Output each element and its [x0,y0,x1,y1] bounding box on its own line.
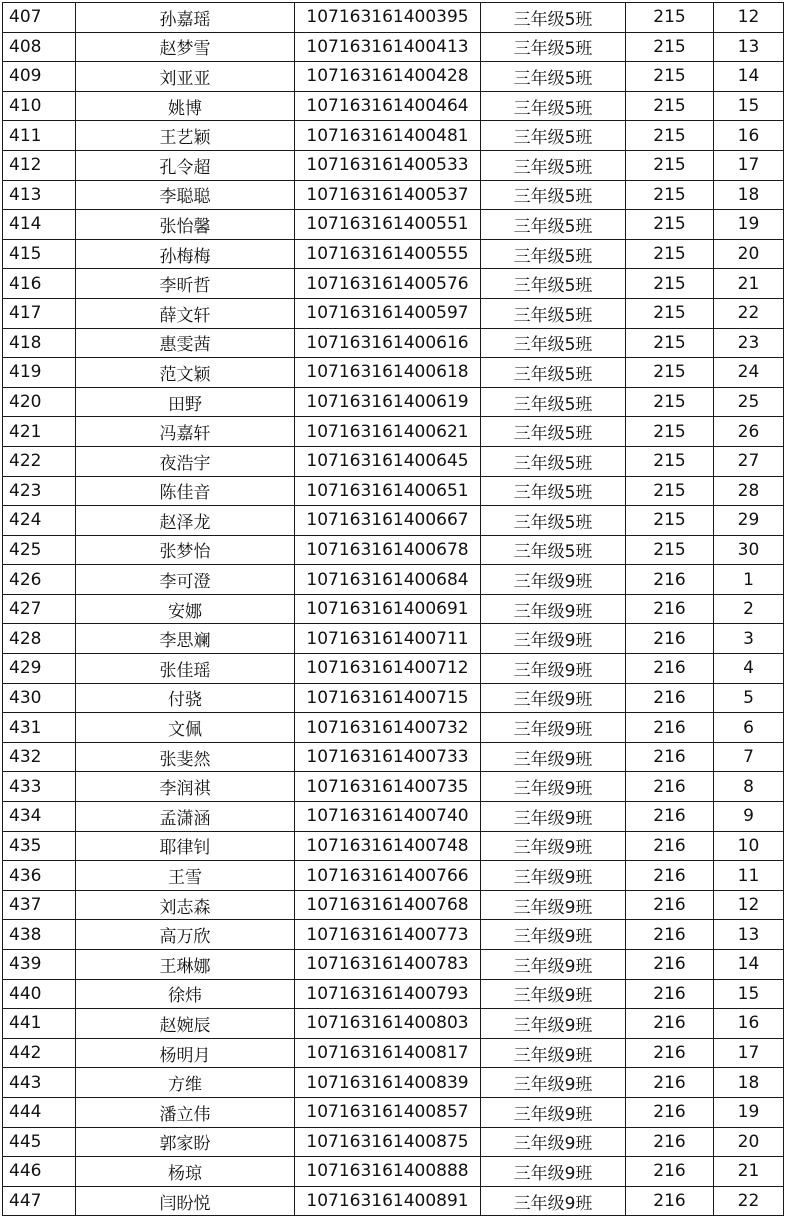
class-cell: 三年级5班 [481,446,626,476]
serial-number-cell: 425 [3,535,76,565]
class-cell: 三年级9班 [481,742,626,772]
class-cell: 三年级9班 [481,1157,626,1187]
class-cell: 三年级5班 [481,476,626,506]
table-row [3,328,784,358]
exam-number-cell: 107163161400793 [295,979,481,1009]
exam-room-cell: 216 [626,920,714,950]
class-cell: 三年级9班 [481,802,626,832]
class-cell: 三年级5班 [481,210,626,240]
table-row [3,713,784,743]
serial-number-cell: 437 [3,890,76,920]
seat-number-cell: 18 [714,1068,784,1098]
student-name-cell: 李润祺 [76,772,295,802]
serial-number-cell: 407 [3,3,76,33]
exam-room-cell: 216 [626,1157,714,1187]
student-name-cell: 徐炜 [76,979,295,1009]
seat-number-cell: 13 [714,920,784,950]
class-cell: 三年级5班 [481,91,626,121]
class-cell: 三年级9班 [481,624,626,654]
serial-number-cell: 439 [3,950,76,980]
exam-number-cell: 107163161400428 [295,62,481,92]
student-name-cell: 范文颖 [76,358,295,388]
exam-room-cell: 215 [626,417,714,447]
class-cell: 三年级5班 [481,328,626,358]
serial-number-cell: 422 [3,446,76,476]
table-row [3,269,784,299]
exam-room-cell: 216 [626,683,714,713]
student-name-cell: 刘亚亚 [76,62,295,92]
table-row [3,535,784,565]
exam-room-cell: 216 [626,831,714,861]
student-name-cell: 杨明月 [76,1038,295,1068]
seat-number-cell: 16 [714,1009,784,1039]
table-row [3,476,784,506]
serial-number-cell: 432 [3,742,76,772]
class-cell: 三年级5班 [481,32,626,62]
serial-number-cell: 430 [3,683,76,713]
seat-number-cell: 27 [714,446,784,476]
exam-number-cell: 107163161400667 [295,506,481,536]
exam-number-cell: 107163161400464 [295,91,481,121]
exam-room-cell: 215 [626,180,714,210]
class-cell: 三年级5班 [481,239,626,269]
exam-room-cell: 216 [626,950,714,980]
exam-room-cell: 216 [626,802,714,832]
class-cell: 三年级9班 [481,772,626,802]
exam-room-cell: 216 [626,1068,714,1098]
table-row [3,1097,784,1127]
serial-number-cell: 409 [3,62,76,92]
class-cell: 三年级9班 [481,1038,626,1068]
exam-room-cell: 215 [626,91,714,121]
exam-number-cell: 107163161400413 [295,32,481,62]
student-name-cell: 文佩 [76,713,295,743]
seat-number-cell: 23 [714,328,784,358]
table-row [3,565,784,595]
student-name-cell: 闫盼悦 [76,1186,295,1216]
seat-number-cell: 16 [714,121,784,151]
class-cell: 三年级9班 [481,1097,626,1127]
seat-number-cell: 22 [714,1186,784,1216]
exam-number-cell: 107163161400533 [295,150,481,180]
table-row [3,1038,784,1068]
exam-number-cell: 107163161400733 [295,742,481,772]
exam-number-cell: 107163161400740 [295,802,481,832]
exam-number-cell: 107163161400803 [295,1009,481,1039]
student-roster-table [2,2,784,1216]
serial-number-cell: 446 [3,1157,76,1187]
seat-number-cell: 4 [714,654,784,684]
exam-number-cell: 107163161400678 [295,535,481,565]
student-name-cell: 王琳娜 [76,950,295,980]
table-row [3,861,784,891]
table-row [3,121,784,151]
student-name-cell: 李昕哲 [76,269,295,299]
seat-number-cell: 2 [714,594,784,624]
seat-number-cell: 25 [714,387,784,417]
exam-room-cell: 215 [626,269,714,299]
seat-number-cell: 3 [714,624,784,654]
student-name-cell: 潘立伟 [76,1097,295,1127]
table-row [3,920,784,950]
seat-number-cell: 20 [714,1127,784,1157]
serial-number-cell: 441 [3,1009,76,1039]
serial-number-cell: 435 [3,831,76,861]
exam-room-cell: 215 [626,121,714,151]
serial-number-cell: 417 [3,298,76,328]
table-row [3,802,784,832]
class-cell: 三年级9班 [481,683,626,713]
seat-number-cell: 12 [714,890,784,920]
exam-number-cell: 107163161400691 [295,594,481,624]
exam-room-cell: 215 [626,387,714,417]
table-row [3,417,784,447]
seat-number-cell: 28 [714,476,784,506]
student-name-cell: 夜浩宇 [76,446,295,476]
class-cell: 三年级9班 [481,950,626,980]
student-name-cell: 杨琼 [76,1157,295,1187]
exam-room-cell: 216 [626,713,714,743]
student-name-cell: 孔令超 [76,150,295,180]
table-row [3,358,784,388]
seat-number-cell: 8 [714,772,784,802]
table-row [3,1127,784,1157]
student-name-cell: 李思斓 [76,624,295,654]
student-name-cell: 李可澄 [76,565,295,595]
exam-room-cell: 216 [626,1097,714,1127]
table-row [3,387,784,417]
serial-number-cell: 428 [3,624,76,654]
exam-room-cell: 215 [626,150,714,180]
seat-number-cell: 10 [714,831,784,861]
class-cell: 三年级5班 [481,269,626,299]
class-cell: 三年级9班 [481,831,626,861]
student-name-cell: 赵泽龙 [76,506,295,536]
exam-room-cell: 216 [626,861,714,891]
exam-room-cell: 216 [626,772,714,802]
exam-room-cell: 215 [626,446,714,476]
seat-number-cell: 14 [714,950,784,980]
table-row [3,210,784,240]
exam-room-cell: 216 [626,1186,714,1216]
exam-number-cell: 107163161400555 [295,239,481,269]
table-row [3,298,784,328]
table-row [3,32,784,62]
seat-number-cell: 21 [714,269,784,299]
class-cell: 三年级9班 [481,920,626,950]
exam-number-cell: 107163161400712 [295,654,481,684]
class-cell: 三年级5班 [481,358,626,388]
serial-number-cell: 433 [3,772,76,802]
exam-number-cell: 107163161400481 [295,121,481,151]
exam-number-cell: 107163161400618 [295,358,481,388]
exam-number-cell: 107163161400783 [295,950,481,980]
serial-number-cell: 431 [3,713,76,743]
seat-number-cell: 21 [714,1157,784,1187]
exam-number-cell: 107163161400732 [295,713,481,743]
student-name-cell: 张怡馨 [76,210,295,240]
student-name-cell: 冯嘉轩 [76,417,295,447]
exam-room-cell: 215 [626,3,714,33]
serial-number-cell: 442 [3,1038,76,1068]
seat-number-cell: 15 [714,91,784,121]
exam-room-cell: 215 [626,506,714,536]
exam-number-cell: 107163161400891 [295,1186,481,1216]
class-cell: 三年级9班 [481,1009,626,1039]
table-row [3,150,784,180]
exam-number-cell: 107163161400619 [295,387,481,417]
serial-number-cell: 418 [3,328,76,358]
serial-number-cell: 414 [3,210,76,240]
exam-room-cell: 216 [626,890,714,920]
student-name-cell: 安娜 [76,594,295,624]
class-cell: 三年级9班 [481,1068,626,1098]
exam-number-cell: 107163161400817 [295,1038,481,1068]
class-cell: 三年级9班 [481,979,626,1009]
table-row [3,594,784,624]
class-cell: 三年级9班 [481,713,626,743]
student-name-cell: 孙梅梅 [76,239,295,269]
exam-room-cell: 216 [626,654,714,684]
class-cell: 三年级9班 [481,594,626,624]
table-row [3,683,784,713]
table-row [3,624,784,654]
exam-number-cell: 107163161400839 [295,1068,481,1098]
class-cell: 三年级9班 [481,565,626,595]
seat-number-cell: 30 [714,535,784,565]
serial-number-cell: 410 [3,91,76,121]
table-row [3,1068,784,1098]
class-cell: 三年级5班 [481,298,626,328]
serial-number-cell: 413 [3,180,76,210]
table-row [3,446,784,476]
student-name-cell: 孙嘉瑶 [76,3,295,33]
table-row [3,654,784,684]
student-name-cell: 惠雯茜 [76,328,295,358]
exam-number-cell: 107163161400715 [295,683,481,713]
exam-number-cell: 107163161400748 [295,831,481,861]
student-name-cell: 陈佳音 [76,476,295,506]
exam-room-cell: 216 [626,594,714,624]
exam-room-cell: 216 [626,1038,714,1068]
seat-number-cell: 5 [714,683,784,713]
seat-number-cell: 13 [714,32,784,62]
seat-number-cell: 15 [714,979,784,1009]
student-name-cell: 付骁 [76,683,295,713]
seat-number-cell: 29 [714,506,784,536]
exam-room-cell: 215 [626,298,714,328]
seat-number-cell: 1 [714,565,784,595]
student-name-cell: 姚博 [76,91,295,121]
serial-number-cell: 447 [3,1186,76,1216]
exam-room-cell: 215 [626,62,714,92]
exam-room-cell: 215 [626,535,714,565]
serial-number-cell: 436 [3,861,76,891]
seat-number-cell: 26 [714,417,784,447]
table-row [3,180,784,210]
table-row [3,62,784,92]
serial-number-cell: 420 [3,387,76,417]
student-name-cell: 李聪聪 [76,180,295,210]
serial-number-cell: 426 [3,565,76,595]
serial-number-cell: 444 [3,1097,76,1127]
serial-number-cell: 429 [3,654,76,684]
table-row [3,506,784,536]
serial-number-cell: 419 [3,358,76,388]
serial-number-cell: 415 [3,239,76,269]
serial-number-cell: 421 [3,417,76,447]
table-row [3,1009,784,1039]
student-name-cell: 耶律钊 [76,831,295,861]
table-row [3,831,784,861]
exam-number-cell: 107163161400768 [295,890,481,920]
exam-number-cell: 107163161400616 [295,328,481,358]
student-name-cell: 张梦怡 [76,535,295,565]
class-cell: 三年级5班 [481,535,626,565]
serial-number-cell: 427 [3,594,76,624]
student-name-cell: 方维 [76,1068,295,1098]
exam-room-cell: 215 [626,32,714,62]
seat-number-cell: 14 [714,62,784,92]
serial-number-cell: 434 [3,802,76,832]
seat-number-cell: 7 [714,742,784,772]
serial-number-cell: 408 [3,32,76,62]
serial-number-cell: 443 [3,1068,76,1098]
seat-number-cell: 19 [714,210,784,240]
exam-number-cell: 107163161400537 [295,180,481,210]
class-cell: 三年级5班 [481,150,626,180]
exam-number-cell: 107163161400735 [295,772,481,802]
seat-number-cell: 12 [714,3,784,33]
student-name-cell: 张佳瑶 [76,654,295,684]
class-cell: 三年级9班 [481,890,626,920]
table-row [3,1186,784,1216]
exam-room-cell: 216 [626,1009,714,1039]
exam-number-cell: 107163161400551 [295,210,481,240]
exam-number-cell: 107163161400773 [295,920,481,950]
exam-number-cell: 107163161400651 [295,476,481,506]
exam-room-cell: 216 [626,742,714,772]
student-name-cell: 薛文轩 [76,298,295,328]
student-name-cell: 高万欣 [76,920,295,950]
seat-number-cell: 22 [714,298,784,328]
seat-number-cell: 9 [714,802,784,832]
student-name-cell: 刘志森 [76,890,295,920]
serial-number-cell: 423 [3,476,76,506]
exam-room-cell: 215 [626,358,714,388]
seat-number-cell: 19 [714,1097,784,1127]
student-name-cell: 王雪 [76,861,295,891]
seat-number-cell: 17 [714,150,784,180]
class-cell: 三年级5班 [481,121,626,151]
serial-number-cell: 440 [3,979,76,1009]
serial-number-cell: 416 [3,269,76,299]
exam-number-cell: 107163161400576 [295,269,481,299]
exam-number-cell: 107163161400711 [295,624,481,654]
exam-room-cell: 215 [626,239,714,269]
exam-room-cell: 216 [626,624,714,654]
exam-number-cell: 107163161400645 [295,446,481,476]
exam-room-cell: 215 [626,328,714,358]
exam-number-cell: 107163161400888 [295,1157,481,1187]
student-name-cell: 王艺颖 [76,121,295,151]
student-name-cell: 郭家盼 [76,1127,295,1157]
table-row [3,979,784,1009]
exam-number-cell: 107163161400875 [295,1127,481,1157]
serial-number-cell: 412 [3,150,76,180]
table-row [3,890,784,920]
class-cell: 三年级5班 [481,417,626,447]
student-name-cell: 田野 [76,387,295,417]
exam-room-cell: 216 [626,979,714,1009]
table-row [3,1157,784,1187]
class-cell: 三年级5班 [481,387,626,417]
roster-rows [3,3,784,1216]
student-name-cell: 孟潇涵 [76,802,295,832]
serial-number-cell: 438 [3,920,76,950]
seat-number-cell: 11 [714,861,784,891]
exam-room-cell: 216 [626,565,714,595]
table-row [3,772,784,802]
exam-number-cell: 107163161400684 [295,565,481,595]
class-cell: 三年级5班 [481,62,626,92]
class-cell: 三年级9班 [481,654,626,684]
exam-number-cell: 107163161400621 [295,417,481,447]
exam-number-cell: 107163161400857 [295,1097,481,1127]
table-row [3,950,784,980]
serial-number-cell: 411 [3,121,76,151]
table-row [3,239,784,269]
class-cell: 三年级5班 [481,3,626,33]
exam-number-cell: 107163161400766 [295,861,481,891]
exam-room-cell: 215 [626,210,714,240]
table-row [3,742,784,772]
exam-room-cell: 216 [626,1127,714,1157]
seat-number-cell: 18 [714,180,784,210]
class-cell: 三年级9班 [481,1186,626,1216]
exam-room-cell: 215 [626,476,714,506]
serial-number-cell: 445 [3,1127,76,1157]
class-cell: 三年级5班 [481,506,626,536]
seat-number-cell: 20 [714,239,784,269]
student-name-cell: 赵梦雪 [76,32,295,62]
student-name-cell: 赵婉辰 [76,1009,295,1039]
table-row [3,91,784,121]
exam-number-cell: 107163161400395 [295,3,481,33]
serial-number-cell: 424 [3,506,76,536]
seat-number-cell: 17 [714,1038,784,1068]
class-cell: 三年级9班 [481,861,626,891]
table-row [3,3,784,33]
seat-number-cell: 24 [714,358,784,388]
class-cell: 三年级5班 [481,180,626,210]
student-name-cell: 张斐然 [76,742,295,772]
class-cell: 三年级9班 [481,1127,626,1157]
exam-number-cell: 107163161400597 [295,298,481,328]
seat-number-cell: 6 [714,713,784,743]
